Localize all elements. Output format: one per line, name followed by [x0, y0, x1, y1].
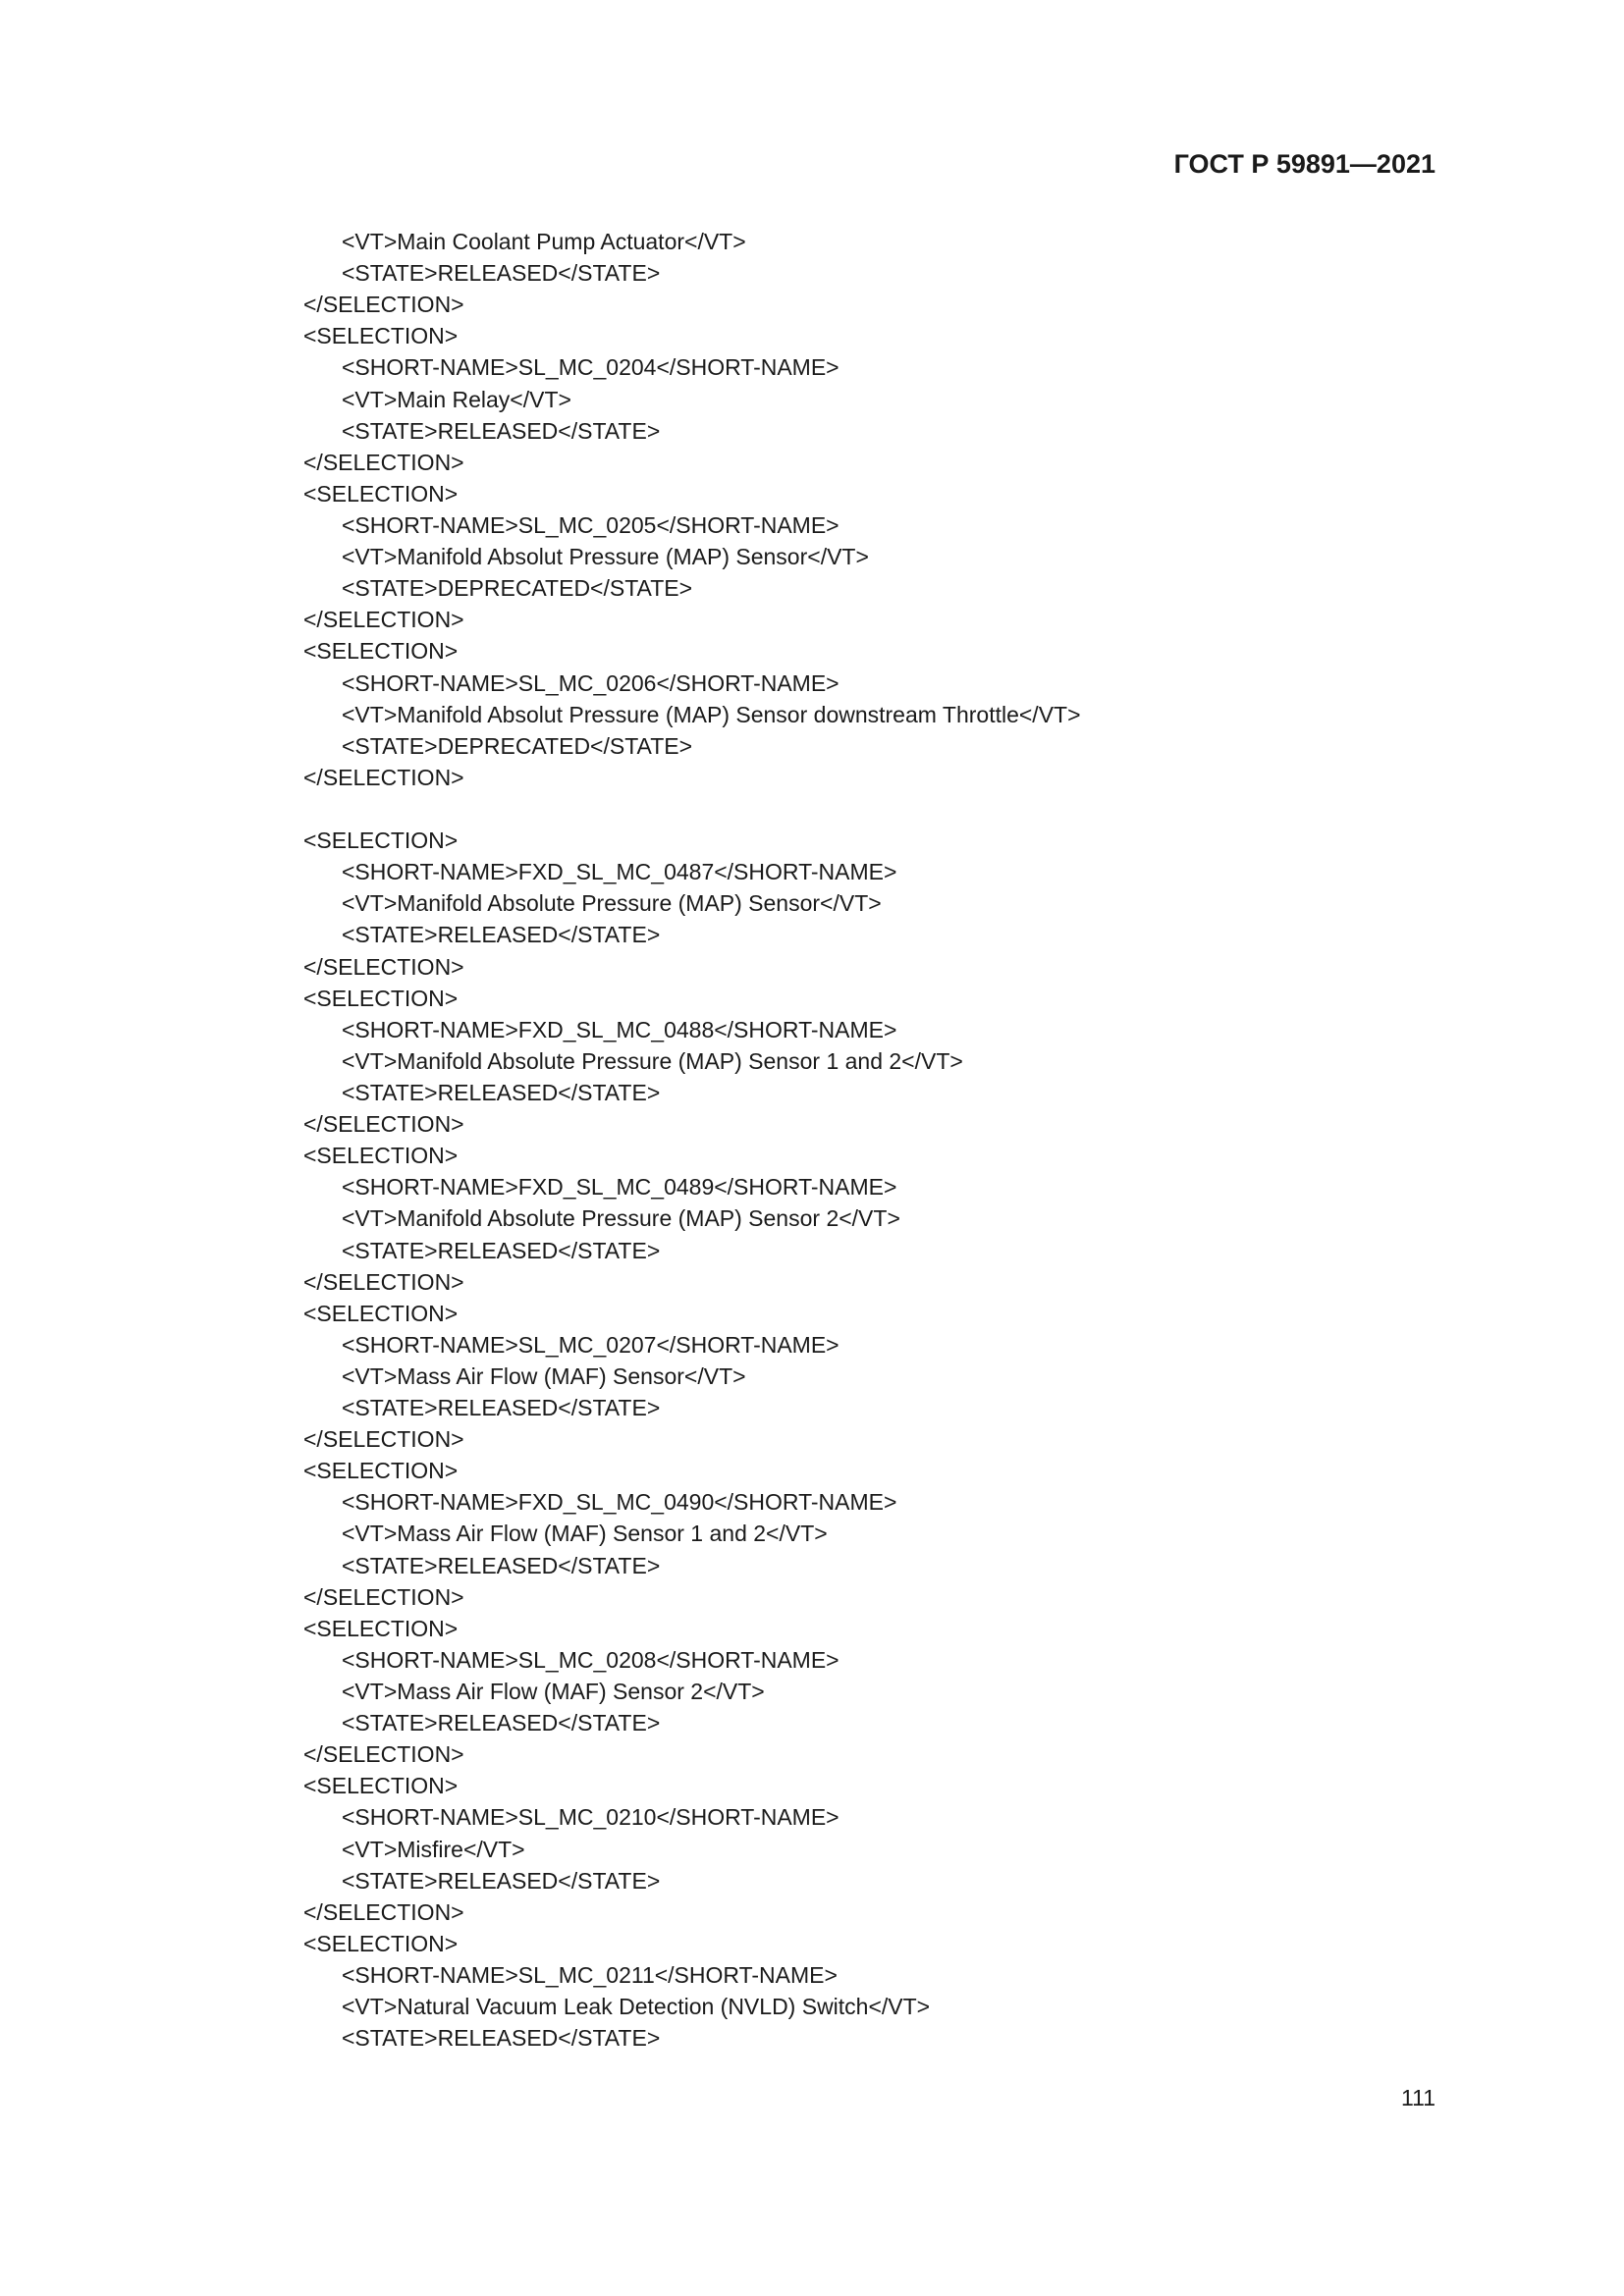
code-line: <SELECTION> [303, 1458, 459, 1484]
code-line: <STATE>RELEASED</STATE> [342, 2025, 661, 2052]
code-line: <VT>Mass Air Flow (MAF) Sensor</VT> [342, 1362, 746, 1389]
code-line: </SELECTION> [303, 1268, 464, 1295]
code-line: </SELECTION> [303, 764, 464, 790]
code-line: <STATE>RELEASED</STATE> [342, 417, 661, 444]
code-line: <STATE>RELEASED</STATE> [342, 922, 661, 948]
code-line: <SHORT-NAME>FXD_SL_MC_0489</SHORT-NAME> [342, 1174, 897, 1201]
code-line: <SHORT-NAME>FXD_SL_MC_0488</SHORT-NAME> [342, 1016, 897, 1042]
code-line: <SELECTION> [303, 1143, 459, 1169]
code-line: <VT>Manifold Absolut Pressure (MAP) Sensor</VT> [342, 544, 869, 570]
code-line: <SELECTION> [303, 480, 459, 507]
code-line: </SELECTION> [303, 607, 464, 633]
code-line: <SELECTION> [303, 1773, 459, 1799]
code-line: <STATE>RELEASED</STATE> [342, 1867, 661, 1894]
code-line: </SELECTION> [303, 1741, 464, 1768]
code-line: <SELECTION> [303, 638, 459, 665]
code-line: <STATE>RELEASED</STATE> [342, 1079, 661, 1105]
code-line: <STATE>RELEASED</STATE> [342, 1552, 661, 1578]
code-line: <SELECTION> [303, 1300, 459, 1326]
code-line: <SELECTION> [303, 323, 459, 349]
code-line: <SELECTION> [303, 1615, 459, 1641]
code-line: <STATE>RELEASED</STATE> [342, 1237, 661, 1263]
xml-code-listing [303, 226, 1081, 2054]
code-line: </SELECTION> [303, 1426, 464, 1453]
code-line: <VT>Main Relay</VT> [342, 386, 571, 412]
code-line: <SELECTION> [303, 985, 459, 1011]
code-line: <VT>Manifold Absolute Pressure (MAP) Sensor 1 and 2</VT> [342, 1047, 963, 1074]
code-line: <STATE>DEPRECATED</STATE> [342, 732, 693, 759]
code-line: <SHORT-NAME>SL_MC_0206</SHORT-NAME> [342, 669, 839, 696]
code-line: </SELECTION> [303, 1583, 464, 1610]
code-line: <SHORT-NAME>FXD_SL_MC_0490</SHORT-NAME> [342, 1489, 897, 1516]
code-line: <STATE>RELEASED</STATE> [342, 1710, 661, 1736]
code-line: <VT>Mass Air Flow (MAF) Sensor 2</VT> [342, 1679, 765, 1705]
code-line: <SELECTION> [303, 828, 459, 854]
code-line: <SHORT-NAME>SL_MC_0205</SHORT-NAME> [342, 511, 839, 538]
code-line: <SELECTION> [303, 1930, 459, 1956]
code-line: <VT>Main Coolant Pump Actuator</VT> [342, 229, 746, 254]
code-line: </SELECTION> [303, 953, 464, 980]
code-line: <SHORT-NAME>SL_MC_0208</SHORT-NAME> [342, 1646, 839, 1673]
code-line: <SHORT-NAME>SL_MC_0211</SHORT-NAME> [342, 1962, 838, 1989]
code-line: <VT>Manifold Absolute Pressure (MAP) Sensor 2</VT> [342, 1205, 900, 1232]
code-line: <STATE>DEPRECATED</STATE> [342, 575, 693, 602]
code-line: </SELECTION> [303, 1111, 464, 1138]
code-line: <SHORT-NAME>FXD_SL_MC_0487</SHORT-NAME> [342, 859, 897, 885]
code-line: <VT>Manifold Absolut Pressure (MAP) Sensor downstream Throttle</VT> [342, 701, 1081, 727]
code-line: <VT>Misfire</VT> [342, 1836, 525, 1862]
code-line: <VT>Manifold Absolute Pressure (MAP) Sensor</VT> [342, 890, 882, 917]
code-line: <SHORT-NAME>SL_MC_0204</SHORT-NAME> [342, 354, 839, 381]
code-line: </SELECTION> [303, 1898, 464, 1925]
document-header: ГОСТ Р 59891—2021 [1173, 149, 1435, 179]
page-number: 111 [1401, 2085, 1435, 2110]
code-line: <STATE>RELEASED</STATE> [342, 260, 661, 287]
code-line: </SELECTION> [303, 449, 464, 475]
code-line: <STATE>RELEASED</STATE> [342, 1395, 661, 1421]
code-line: <VT>Natural Vacuum Leak Detection (NVLD) Switch</VT> [342, 1994, 931, 2020]
code-line [303, 793, 1081, 825]
code-line: <VT>Mass Air Flow (MAF) Sensor 1 and 2</VT> [342, 1521, 828, 1547]
code-line: <SHORT-NAME>SL_MC_0210</SHORT-NAME> [342, 1804, 839, 1831]
code-line: <SHORT-NAME>SL_MC_0207</SHORT-NAME> [342, 1331, 839, 1358]
code-line: </SELECTION> [303, 292, 464, 318]
